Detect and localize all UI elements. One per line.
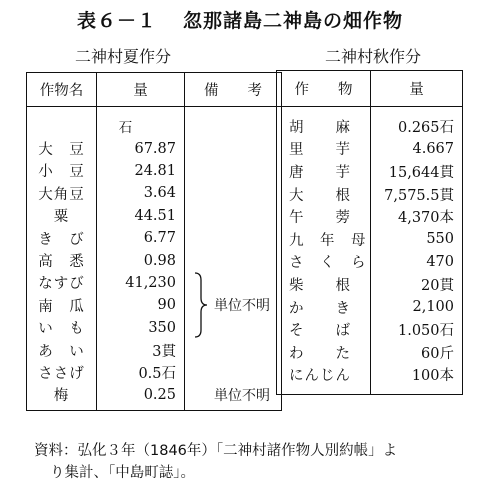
autumn-header-crop: 作 物 [277, 71, 371, 107]
summer-header-note: 備 考 [185, 73, 282, 107]
table-number: 表６－１ [76, 10, 157, 32]
table-row [277, 228, 463, 251]
crop-name: 午 蒡 [277, 205, 371, 228]
table-row [27, 205, 282, 227]
crop-qty: 0.98 [97, 249, 185, 271]
crop-qty: 15,644貫 [388, 164, 454, 181]
table-row [277, 296, 463, 319]
crop-name: 粟 [27, 205, 97, 227]
crop-name: さ く ら [277, 251, 371, 274]
crop-name: あ い [27, 339, 97, 361]
summer-unit-label: 石 [97, 107, 185, 138]
crop-name: 高 悉 [27, 249, 97, 271]
summer-header-crop: 作物名 [27, 73, 97, 107]
curly-brace-icon [193, 272, 209, 338]
crop-qty: 4.667 [412, 140, 454, 157]
crop-name: 九 年 母 [277, 228, 371, 251]
table-row [27, 361, 282, 383]
crop-name: 大 豆 [27, 137, 97, 159]
crop-name: き び [27, 227, 97, 249]
autumn-crops-table [276, 70, 463, 395]
crop-qty: 60斤 [421, 345, 454, 362]
crop-qty: 100本 [411, 368, 454, 385]
crop-name: 小 豆 [27, 160, 97, 182]
table-row [27, 182, 282, 204]
crop-qty: 0.5石 [97, 361, 185, 383]
table-row [27, 137, 282, 159]
note-unknown-unit-group [185, 272, 282, 339]
table-row [277, 251, 463, 274]
crop-name: 胡 麻 [277, 107, 371, 138]
table-row [27, 227, 282, 249]
crop-name: なすび [27, 272, 97, 294]
table-row [27, 160, 282, 182]
crop-qty: 0.25 [97, 384, 185, 411]
table-row [277, 183, 463, 206]
crop-qty: 2,100 [412, 299, 454, 316]
table-row [277, 273, 463, 296]
crop-name: 唐 芋 [277, 160, 371, 183]
crop-qty: 41,230 [97, 272, 185, 294]
note-unknown-unit: 単位不明 [214, 387, 270, 404]
summer-header-qty: 量 [97, 73, 185, 107]
table-row [277, 318, 463, 341]
summer-subtitle: 二神村夏作分 [75, 47, 172, 66]
table-row [277, 205, 463, 228]
note-text: 単位不明 [214, 298, 270, 315]
crop-qty: 3貫 [97, 339, 185, 361]
autumn-header-row [277, 71, 463, 107]
crop-name: にんじん [277, 364, 371, 395]
crop-name: 梅 [27, 384, 97, 411]
crop-qty: 350 [97, 317, 185, 339]
table-row [27, 249, 282, 271]
table-row [277, 107, 463, 138]
crop-qty: 67.87 [97, 137, 185, 159]
crop-qty: 550 [426, 231, 454, 248]
table-row [27, 339, 282, 361]
crop-qty: 4,370本 [397, 210, 454, 227]
table-row [277, 364, 463, 395]
crop-name: 南 瓜 [27, 294, 97, 316]
crop-name: そ ば [277, 318, 371, 341]
summer-unit-row [27, 107, 282, 138]
summer-header-row [27, 73, 282, 107]
autumn-subtitle: 二神村秋作分 [325, 47, 422, 66]
source-note [34, 440, 464, 484]
crop-name: い も [27, 317, 97, 339]
crop-qty: 3.64 [97, 182, 185, 204]
crop-name: 柴 根 [277, 273, 371, 296]
table-row [27, 384, 282, 411]
crop-name: ささげ [27, 361, 97, 383]
table-row [277, 138, 463, 161]
crop-qty: 44.51 [97, 205, 185, 227]
autumn-header-qty: 量 [371, 71, 463, 107]
summer-crops-table [26, 72, 282, 411]
crop-name: わ た [277, 341, 371, 364]
crop-qty: 470 [426, 253, 454, 270]
table-row [277, 341, 463, 364]
crop-qty: 90 [97, 294, 185, 316]
source-line-2: り集計、「中島町誌」。 [50, 465, 195, 481]
crop-name: か き [277, 296, 371, 319]
table-row [27, 272, 282, 294]
source-line-1: 資料：弘化３年（1846年）「二神村諸作物人別約帳」よ [34, 443, 398, 459]
crop-qty: 20貫 [421, 277, 454, 294]
crop-qty: 24.81 [97, 160, 185, 182]
crop-qty: 0.265石 [397, 119, 454, 136]
table-title-text: 忽那諸島二神島の畑作物 [183, 10, 404, 32]
crop-name: 大角豆 [27, 182, 97, 204]
crop-name: 大 根 [277, 183, 371, 206]
table-row [277, 160, 463, 183]
crop-qty: 1.050石 [397, 323, 454, 340]
table-title [0, 6, 480, 33]
crop-qty: 7,575.5貫 [384, 187, 454, 204]
crop-qty: 6.77 [97, 227, 185, 249]
crop-name: 里 芋 [277, 138, 371, 161]
